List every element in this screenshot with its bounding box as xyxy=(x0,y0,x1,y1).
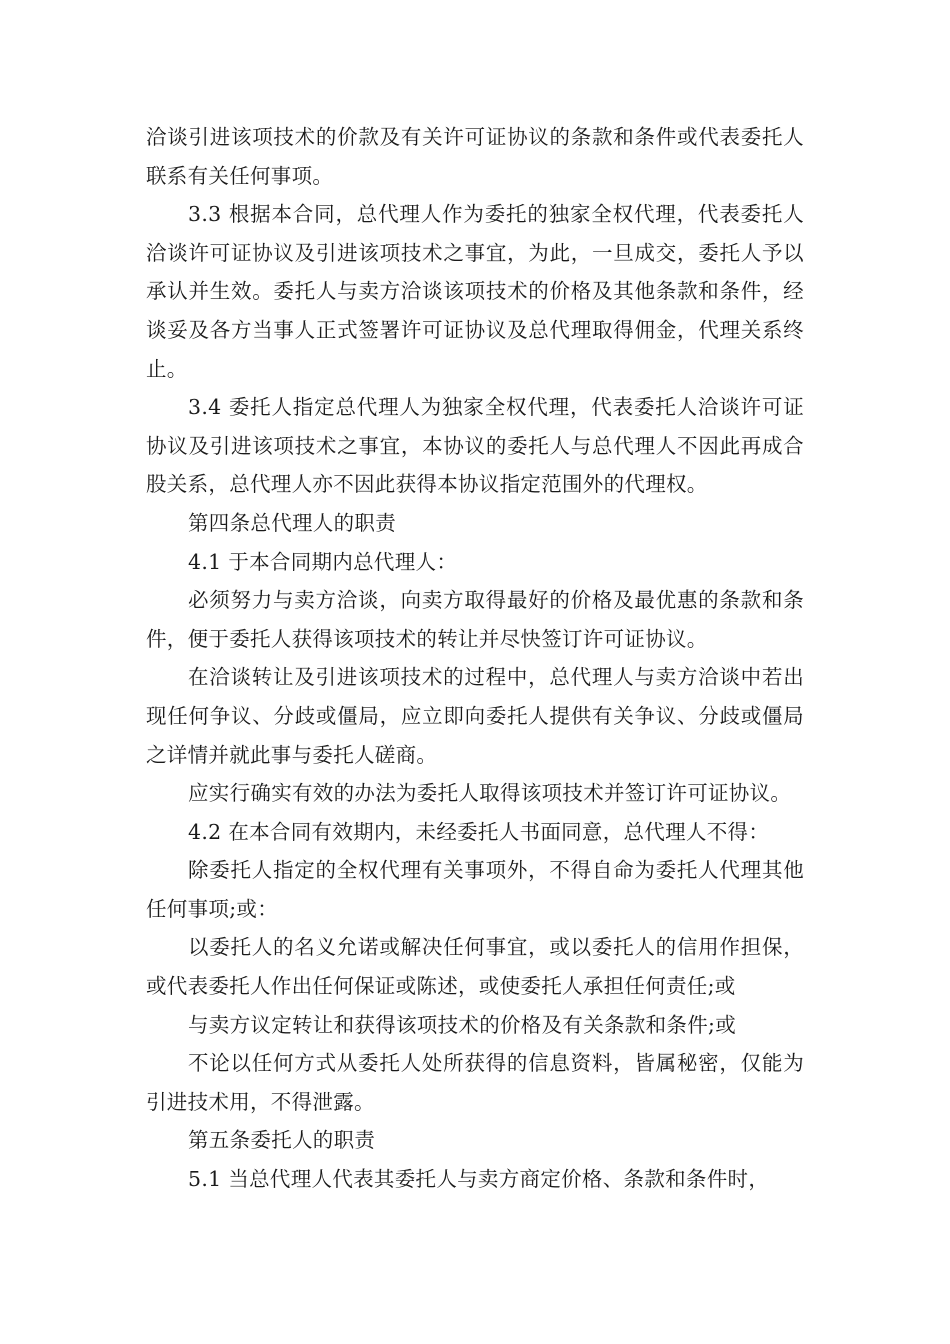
paragraph-4-1-a: 必须努力与卖方洽谈，向卖方取得最好的价格及最优惠的条款和条件，便于委托人获得该项技术的转让并尽快签订许可证协议。 xyxy=(146,588,804,651)
document-body xyxy=(146,118,804,1199)
paragraph-3-4: 3.4 委托人指定总代理人为独家全权代理，代表委托人洽谈许可证协议及引进该项技术之事宜，本协议的委托人与总代理人不因此再成合股关系，总代理人亦不因此获得本协议指定范围外的代理权。 xyxy=(146,395,804,497)
paragraph-4-2: 4.2 在本合同有效期内，未经委托人书面同意，总代理人不得： xyxy=(188,819,770,844)
paragraph-4-2-b: 以委托人的名义允诺或解决任何事宜，或以委托人的信用作担保，或代表委托人作出任何保证或陈述，或使委托人承担任何责任;或 xyxy=(146,935,804,999)
section-heading-article-5: 第五条委托人的职责 xyxy=(188,1128,376,1153)
section-heading-article-4: 第四条总代理人的职责 xyxy=(188,510,396,535)
paragraph-4-2-a: 除委托人指定的全权代理有关事项外，不得自命为委托人代理其他任何事项;或： xyxy=(146,858,804,921)
paragraph-4-1-c: 应实行确实有效的办法为委托人取得该项技术并签订许可证协议。 xyxy=(188,781,792,806)
paragraph-1: 洽谈引进该项技术的价款及有关许可证协议的条款和条件或代表委托人联系有关任何事项。 xyxy=(146,125,804,188)
paragraph-3-3: 3.3 根据本合同，总代理人作为委托的独家全权代理，代表委托人洽谈许可证协议及引进该项技术之事宜，为此，一旦成交，委托人予以承认并生效。委托人与卖方洽谈该项技术的价格及其他条款和条件，经谈妥及各方当事人正式签署许可证协议及总代理取得佣金，代理关系终止。 xyxy=(146,202,804,381)
paragraph-5-1: 5.1 当总代理人代表其委托人与卖方商定价格、条款和条件时， xyxy=(188,1167,770,1192)
paragraph-4-2-d: 不论以任何方式从委托人处所获得的信息资料，皆属秘密，仅能为引进技术用，不得泄露。 xyxy=(146,1051,804,1114)
paragraph-4-1-b: 在洽谈转让及引进该项技术的过程中，总代理人与卖方洽谈中若出现任何争议、分歧或僵局，应立即向委托人提供有关争议、分歧或僵局之详情并就此事与委托人磋商。 xyxy=(146,665,804,767)
paragraph-4-2-c: 与卖方议定转让和获得该项技术的价格及有关条款和条件;或 xyxy=(188,1012,737,1037)
paragraph-4-1: 4.1 于本合同期内总代理人： xyxy=(188,549,458,574)
